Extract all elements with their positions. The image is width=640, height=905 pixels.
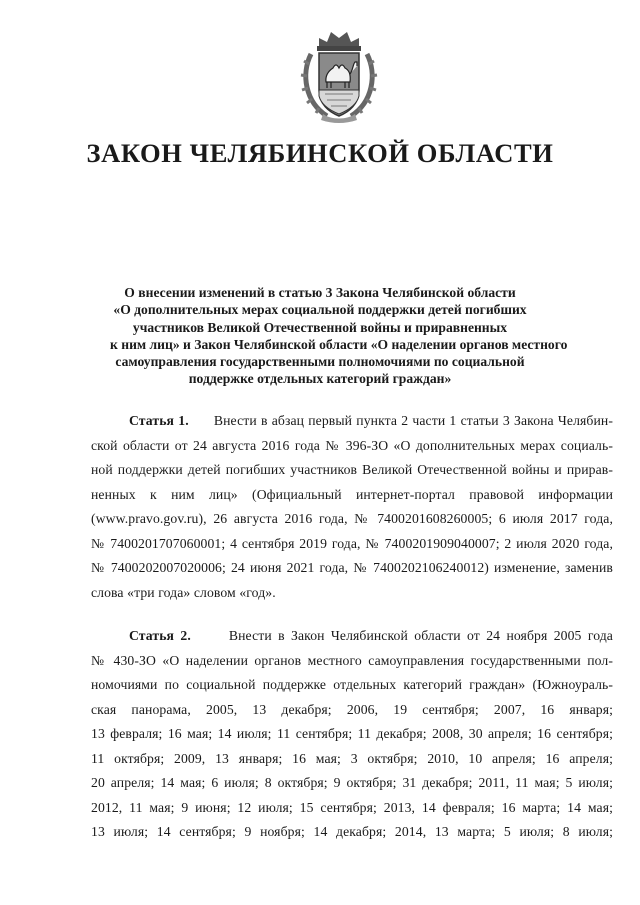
article-line: ская панорама, 2005, 13 декабря; 2006, 19 сентября; 2007, 16 января; <box>91 701 613 717</box>
article-text: Внести в абзац первый пункта 2 части 1 статьи 3 Закона Челябин- <box>213 413 613 428</box>
article-line: (www.pravo.gov.ru), 26 августа 2016 года, № 7400201608260005; 6 июля 2017 года, <box>91 511 613 526</box>
article-line: 13 июля; 14 сентября; 9 ноября; 14 декабря; 2014, 13 марта; 5 июля; 8 июля; <box>91 824 613 839</box>
article-line: 11 октября; 2009, 13 января; 16 мая; 3 октября; 2010, 10 апреля; 16 апреля; <box>91 750 613 766</box>
article-line: № 430-ЗО «О наделении органов местного самоуправления государственными пол- <box>91 652 613 668</box>
law-subtitle <box>110 284 568 388</box>
article-2 <box>91 624 613 845</box>
article-line: 2012, 11 мая; 9 июня; 12 июля; 15 сентября; 2013, 14 февраля; 16 марта; 14 мая; <box>91 799 613 815</box>
article-line: слова «три года» словом «год». <box>91 584 276 600</box>
article-line: 13 февраля; 16 мая; 14 июля; 11 сентября; 11 декабря; 2008, 30 апреля; 16 сентября; <box>91 726 613 741</box>
article-label: Статья 1. <box>129 413 189 428</box>
subtitle-line: поддержке отдельных категорий граждан» <box>188 371 452 387</box>
subtitle-line: «О дополнительных мерах социальной поддержки детей погибших <box>113 302 527 318</box>
subtitle-line: участников Великой Отечественной войны и приравненных <box>132 319 508 335</box>
subtitle-line: самоуправления государственными полномочиями по социальной <box>115 354 525 370</box>
article-line: номочиями по социальной поддержке отдельных категорий граждан» (Южноураль- <box>91 677 613 692</box>
document-title: ЗАКОН ЧЕЛЯБИНСКОЙ ОБЛАСТИ <box>86 138 554 168</box>
article-line: 20 апреля; 14 мая; 6 июля; 8 октября; 9 октября; 31 декабря; 2011, 11 мая; 5 июля; <box>91 775 613 790</box>
article-line: ской области от 24 августа 2016 года № 396-ЗО «О дополнительных мерах социаль- <box>91 437 613 453</box>
article-text: Внести в Закон Челябинской области от 24 ноября 2005 года <box>228 628 613 643</box>
subtitle-line: О внесении изменений в статью 3 Закона Челябинской области <box>124 285 516 300</box>
coat-of-arms-emblem <box>297 24 381 124</box>
article-line <box>91 624 613 649</box>
article-line: № 7400201707060001; 4 сентября 2019 года, № 7400201909040007; 2 июля 2020 года, <box>91 535 613 551</box>
article-line: ненных к ним лиц» (Официальный интернет-портал правовой информации <box>91 486 613 502</box>
article-1 <box>91 409 613 605</box>
article-label: Статья 2. <box>129 628 191 643</box>
article-line <box>91 409 613 434</box>
article-line: ной поддержки детей погибших участников Великой Отечественной войны и прирав- <box>91 462 613 477</box>
article-line: № 7400202007020006; 24 июня 2021 года, № 7400202106240012) изменение, заменив <box>91 560 613 575</box>
subtitle-line: к ним лиц» и Закон Челябинской области «О наделении органов местного <box>110 336 568 352</box>
